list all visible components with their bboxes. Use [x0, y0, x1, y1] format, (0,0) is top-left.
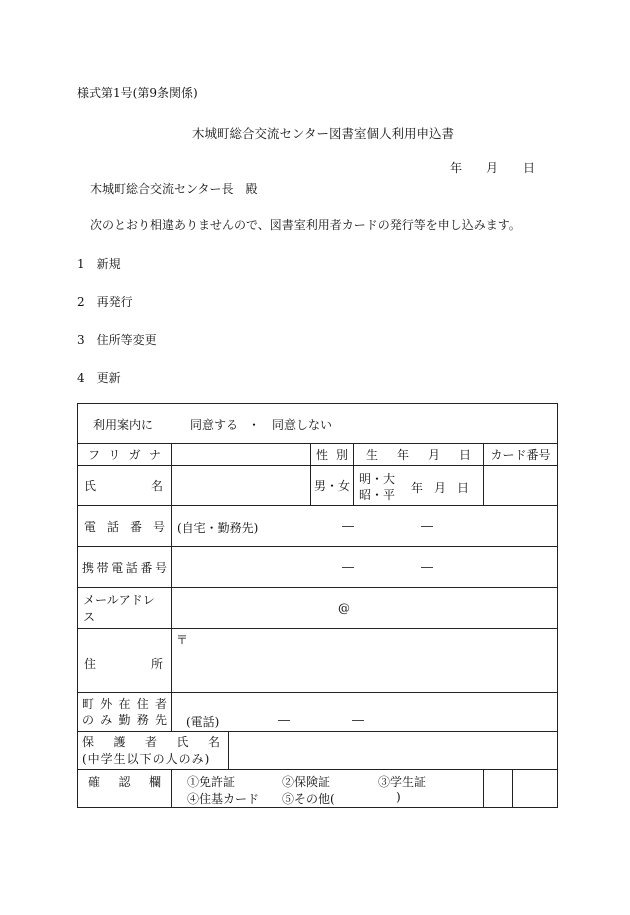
guardian-label-1: 保 護 者 氏 名	[82, 734, 220, 749]
consent-label: 利用案内に	[93, 418, 154, 432]
gender-choice[interactable]: 男・女	[311, 466, 354, 506]
furigana-field[interactable]	[172, 444, 311, 466]
document-title: 木城町総合交流センター図書室個人利用申込書	[192, 126, 455, 141]
id-option-other[interactable]: ⑤その他(	[282, 792, 335, 806]
consent-separator: ・	[248, 418, 261, 432]
name-row	[78, 466, 558, 506]
id-option-insurance[interactable]: ②保険証	[282, 775, 331, 789]
guardian-label-2: (中学生以下の人のみ)	[82, 751, 211, 766]
card-number-field[interactable]	[484, 466, 558, 506]
address-field[interactable]	[172, 629, 558, 693]
mobile-field[interactable]	[172, 547, 558, 588]
workplace-dash-2: ―	[352, 713, 364, 727]
phone-field[interactable]	[172, 506, 558, 547]
confirm-check-2[interactable]	[513, 770, 558, 808]
date-day: 日	[523, 161, 536, 175]
guardian-row	[78, 732, 558, 770]
outside-resident-row	[78, 693, 558, 732]
name-field[interactable]	[172, 466, 311, 506]
option-renewal: 4 更新	[77, 371, 121, 385]
workplace-dash-1: ―	[278, 713, 290, 727]
postal-mark: 〒	[176, 633, 189, 647]
outside-resident-label-2: の み 勤 務 先	[82, 713, 167, 727]
guardian-field[interactable]	[229, 732, 558, 770]
furigana-label: フ リ ガ ナ	[88, 448, 161, 462]
mobile-dash-1: ―	[342, 560, 354, 574]
card-number-label: カード番号	[484, 444, 558, 466]
workplace-phone-label: (電話)	[186, 715, 220, 729]
gender-label: 性 別	[316, 448, 348, 462]
address-label: 住 所	[84, 657, 163, 671]
era-options-1[interactable]: 明・大	[359, 472, 396, 486]
birth-month-unit: 月	[434, 481, 447, 495]
intro-text: 次のとおり相違ありませんので、図書室利用者カードの発行等を申し込みます。	[90, 218, 521, 232]
id-option-resident-card[interactable]: ④住基カード	[187, 792, 260, 806]
option-new: 1 新規	[77, 257, 121, 271]
id-option-student[interactable]: ③学生証	[378, 775, 427, 789]
confirm-check-1[interactable]	[484, 770, 513, 808]
era-options-2[interactable]: 昭・平	[359, 488, 396, 502]
birth-year-unit: 年	[411, 481, 424, 495]
email-row	[78, 588, 558, 629]
birth-day-unit: 日	[457, 481, 470, 495]
form-number: 様式第1号(第9条関係)	[77, 86, 198, 100]
option-address-change: 3 住所等変更	[77, 333, 157, 347]
phone-dash-2: ―	[421, 519, 433, 533]
consent-agree-option[interactable]: 同意する	[190, 418, 239, 432]
confirmation-label: 確 認 欄	[88, 775, 161, 789]
address-row	[78, 629, 558, 693]
date-year: 年	[450, 161, 463, 175]
birthdate-label: 生 年 月 日	[366, 448, 471, 462]
id-documents	[172, 770, 484, 808]
phone-note: (自宅・勤務先)	[177, 521, 259, 535]
date-month: 月	[486, 161, 499, 175]
name-label: 氏 名	[84, 479, 163, 493]
email-field[interactable]	[172, 588, 558, 629]
addressee: 木城町総合交流センター長 殿	[90, 182, 258, 196]
phone-row	[78, 506, 558, 547]
at-sign: @	[338, 601, 350, 615]
furigana-row	[78, 444, 558, 466]
application-table	[77, 403, 558, 808]
mobile-row	[78, 547, 558, 588]
phone-label: 電 話 番 号	[84, 519, 165, 534]
outside-resident-label-1: 町 外 在 住 者	[82, 697, 167, 711]
confirmation-row	[78, 770, 558, 808]
phone-dash-1: ―	[342, 519, 354, 533]
option-reissue: 2 再発行	[77, 295, 133, 309]
email-label: メールアドレス	[78, 588, 172, 629]
consent-disagree-option[interactable]: 同意しない	[272, 418, 333, 432]
mobile-label: 携 帯 電 話 番 号	[82, 560, 167, 575]
id-option-license[interactable]: ①免許証	[187, 775, 236, 789]
workplace-phone-field[interactable]	[172, 693, 558, 732]
mobile-dash-2: ―	[421, 560, 433, 574]
id-option-other-close: )	[396, 790, 401, 804]
consent-row	[78, 404, 558, 444]
